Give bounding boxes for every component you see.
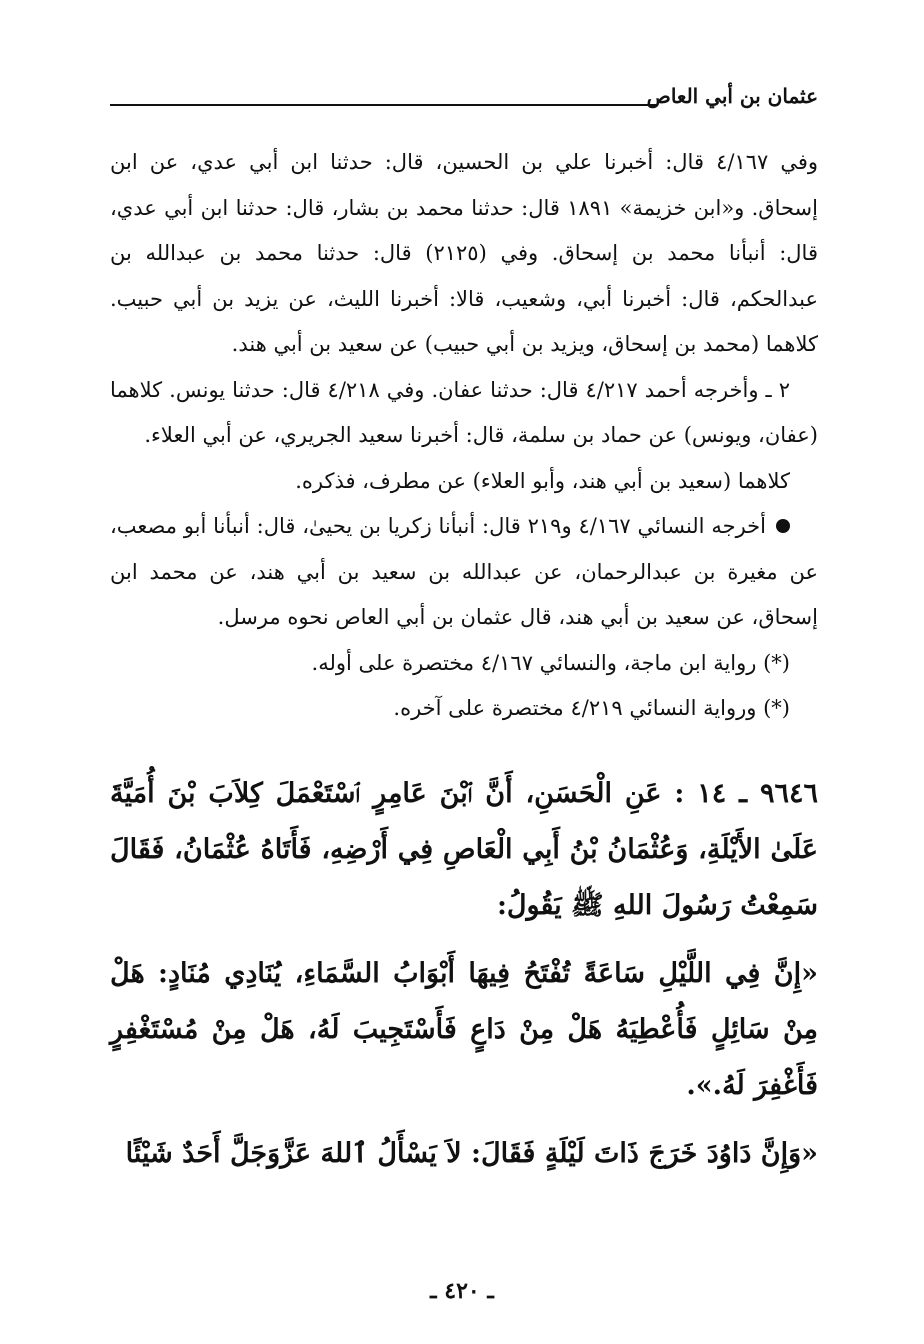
hadith-paragraph-1 [110,766,818,934]
hadith-number: ٩٦٤٦ ـ ١٤ : [674,777,818,809]
footnote-paragraph-2: ٢ ـ وأخرجه أحمد ٤/٢١٧ قال: حدثنا عفان. وفي ٤/٢١٨ قال: حدثنا يونس. كلاهما (عفان، ويونس) عن حماد بن سلمة، قال: أخبرنا سعيد الجريري، عن أبي العلاء. [110,377,818,447]
hadith-paragraph-3: «وَإِنَّ دَاوُدَ خَرَجَ ذَاتَ لَيْلَةٍ فَقَالَ: لاَ يَسْأَلُ ٱللهَ عَزَّوَجَلَّ أَحَدٌ شَيْئًا [125,1137,818,1169]
footnote-note-2: (*) ورواية النسائي ٤/٢١٩ مختصرة على آخره. [393,696,790,720]
running-header [110,78,818,122]
footnote-section [110,140,818,732]
hadith-section [110,766,818,1182]
header-rule [110,104,658,106]
page-number: ـ ٤٢٠ ـ [430,1278,494,1304]
bullet-icon [776,519,790,533]
hadith-paragraph-1-text: عَنِ الْحَسَنِ، أَنَّ ٱبْنَ عَامِرٍ ٱسْتَعْمَلَ كِلاَبَ بْنَ أُمَيَّةَ عَلَىٰ الأَيْلَةِ، وَعُثْمَانُ بْنُ أَبِي الْعَاصِ فِي أَرْضِهِ، فَأَتَاهُ عُثْمَانُ، فَقَالَ سَمِعْتُ رَسُولَ اللهِ ﷺ يَقُولُ: [110,777,818,921]
footnote-paragraph-3: كلاهما (سعيد بن أبي هند، وأبو العلاء) عن مطرف، فذكره. [295,468,790,493]
footnote-paragraph-4 [110,504,818,641]
running-title: عثمان بن أبي العاص [637,84,818,108]
book-page [110,78,818,1268]
hadith-paragraph-2: «إِنَّ فِي اللَّيْلِ سَاعَةً تُفْتَحُ فِيهَا أَبْوَابُ السَّمَاءِ، يُنَادِي مُنَادٍ: هَلْ مِنْ سَائِلٍ فَأُعْطِيَهُ هَلْ مِنْ دَاعٍ فَأَسْتَجِيبَ لَهُ، هَلْ مِنْ مُسْتَغْفِرٍ فَأَغْفِرَ لَهُ.». [110,957,818,1101]
footnote-note-1: (*) رواية ابن ماجة، والنسائي ٤/١٦٧ مختصرة على أوله. [311,650,790,675]
footnote-paragraph-1: وفي ٤/١٦٧ قال: أخبرنا علي بن الحسين، قال: حدثنا ابن أبي عدي، عن ابن إسحاق. و«ابن خزيمة» ١٨٩١ قال: حدثنا محمد بن بشار، قال: حدثنا ابن أبي عدي، قال: أنبأنا محمد بن إسحاق. وفي (٢١٢٥) قال: حدثنا محمد بن عبدالله بن عبدالحكم، قال: أخبرنا أبي، وشعيب، قالا: أخبرنا الليث، عن يزيد بن أبي حبيب. كلاهما (محمد بن إسحاق، ويزيد بن أبي حبيب) عن سعيد بن أبي هند. [110,150,819,356]
footnote-paragraph-4-text: أخرجه النسائي ٤/١٦٧ و٢١٩ قال: أنبأنا زكريا بن يحيىٰ، قال: أنبأنا أبو مصعب، عن مغيرة بن عبدالرحمان، عن عبدالله بن سعيد بن أبي هند، عن محمد ابن إسحاق، عن سعيد بن أبي هند، قال عثمان بن أبي العاص نحوه مرسل. [110,514,818,629]
